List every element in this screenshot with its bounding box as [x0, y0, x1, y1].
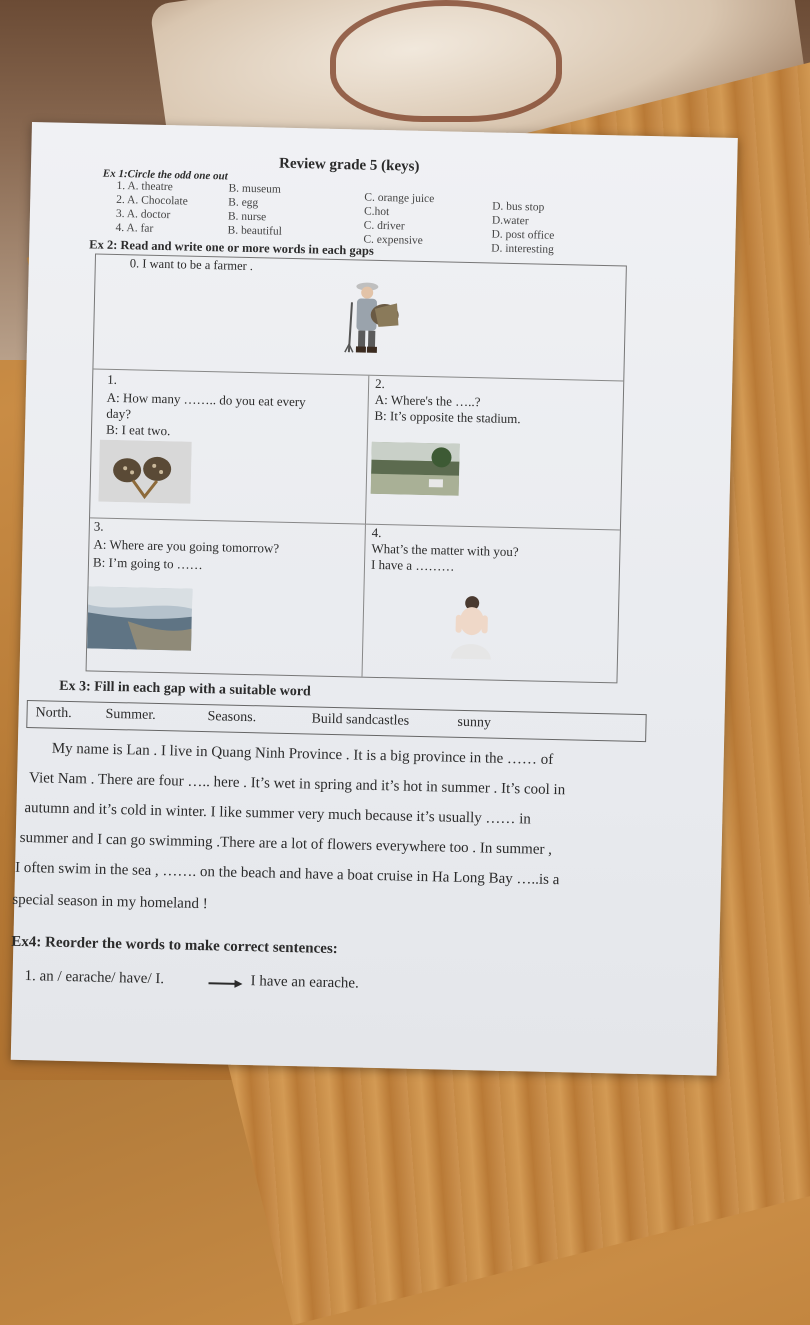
- ex2-cell-1: [90, 369, 369, 524]
- ex1-option-b: B. museum: [228, 182, 282, 196]
- ex4-item-question: 1. an / earache/ have/ I.: [24, 968, 165, 988]
- ex1-heading: Ex 1:Circle the odd one out: [102, 167, 228, 183]
- question-line: B: I eat two.: [105, 421, 171, 439]
- ex4-heading: Ex4: Reorder the words to make correct sentences:: [11, 933, 338, 958]
- word-box-item: Build sandcastles: [311, 711, 410, 729]
- ex1-option-c: C. orange juice: [364, 191, 435, 206]
- question-number: 4.: [371, 524, 382, 541]
- ex2-cell-4: [363, 525, 620, 683]
- ex1-option-c: C.hot: [363, 205, 390, 219]
- ex1-option-d: D. interesting: [491, 242, 554, 256]
- word-box-item: sunny: [457, 714, 492, 731]
- passage-line: special season in my homeland !: [12, 891, 208, 913]
- passage-line: Viet Nam . There are four ….. here . It’s wet in spring and it’s hot in summer . It’s cool in: [28, 770, 566, 799]
- ex1-option-b: B. egg: [228, 196, 259, 210]
- word-box-item: Seasons.: [207, 709, 257, 726]
- ex2-heading: Ex 2: Read and write one or more words in each gaps: [89, 237, 374, 258]
- ex1-option-a: 3. A. doctor: [115, 207, 171, 222]
- question-line: A: Where are you going tomorrow?: [93, 536, 280, 556]
- ex3-heading: Ex 3: Fill in each gap with a suitable word: [59, 678, 311, 700]
- question-line: What’s the matter with you?: [371, 540, 519, 560]
- ex1-option-b: B. beautiful: [227, 224, 283, 238]
- ex1-option-d: D. bus stop: [492, 200, 545, 214]
- worksheet-title: Review grade 5 (keys): [278, 155, 420, 175]
- ex1-option-a: 4. A. far: [115, 221, 154, 235]
- tile-ornament: [330, 0, 562, 122]
- question-line: A: Where's the …..?: [374, 391, 481, 410]
- ex2-cell-example: [93, 254, 625, 381]
- question-number: 3.: [93, 518, 104, 534]
- arrow-right-icon: [208, 979, 242, 988]
- question-line: day?: [106, 405, 132, 422]
- question-number: 1.: [107, 371, 118, 387]
- passage-line: I often swim in the sea , ……. on the beach and have a boat cruise in Ha Long Bay …..is a: [14, 859, 560, 889]
- ex4-item-answer: I have an earache.: [250, 973, 359, 992]
- eggs-image: [98, 440, 191, 504]
- word-box-item: North.: [35, 705, 72, 722]
- farmer-image: [344, 278, 416, 360]
- ex1-option-b: B. nurse: [227, 210, 267, 224]
- question-number: 2.: [374, 375, 386, 392]
- passage-line: summer and I can go swimming .There are a lot of flowers everywhere too . In summer ,: [19, 829, 553, 858]
- worksheet-paper: [11, 122, 738, 1076]
- question-line: I have a ………: [370, 556, 455, 574]
- stadium-image: [371, 442, 460, 496]
- ex1-option-d: D.water: [491, 214, 529, 228]
- passage-line: autumn and it’s cold in winter. I like summer very much because it’s usually …… in: [24, 800, 532, 828]
- beach-image: [87, 586, 192, 650]
- question-line: B: I’m going to ……: [92, 554, 203, 572]
- ex2-cell-3: [87, 518, 366, 676]
- ex1-option-c: C. driver: [363, 219, 405, 233]
- question-line: A: How many …….. do you eat every: [106, 389, 306, 410]
- ex1-option-c: C. expensive: [363, 233, 423, 247]
- word-box: [26, 700, 646, 742]
- passage-line: My name is Lan . I live in Quang Ninh Province . It is a big province in the …… of: [51, 740, 554, 768]
- ex1-option-a: 1. A. theatre: [116, 179, 173, 194]
- word-box-item: Summer.: [105, 706, 156, 723]
- question-line: B: It’s opposite the stadium.: [374, 407, 521, 427]
- ex2-grid: [86, 253, 627, 683]
- ex2-example-text: 0. I want to be a farmer .: [129, 256, 254, 274]
- ex1-option-a: 2. A. Chocolate: [116, 193, 188, 208]
- ex1-option-d: D. post office: [491, 228, 555, 242]
- ex2-cell-2: [366, 376, 623, 531]
- earache-girl-image: [449, 595, 494, 660]
